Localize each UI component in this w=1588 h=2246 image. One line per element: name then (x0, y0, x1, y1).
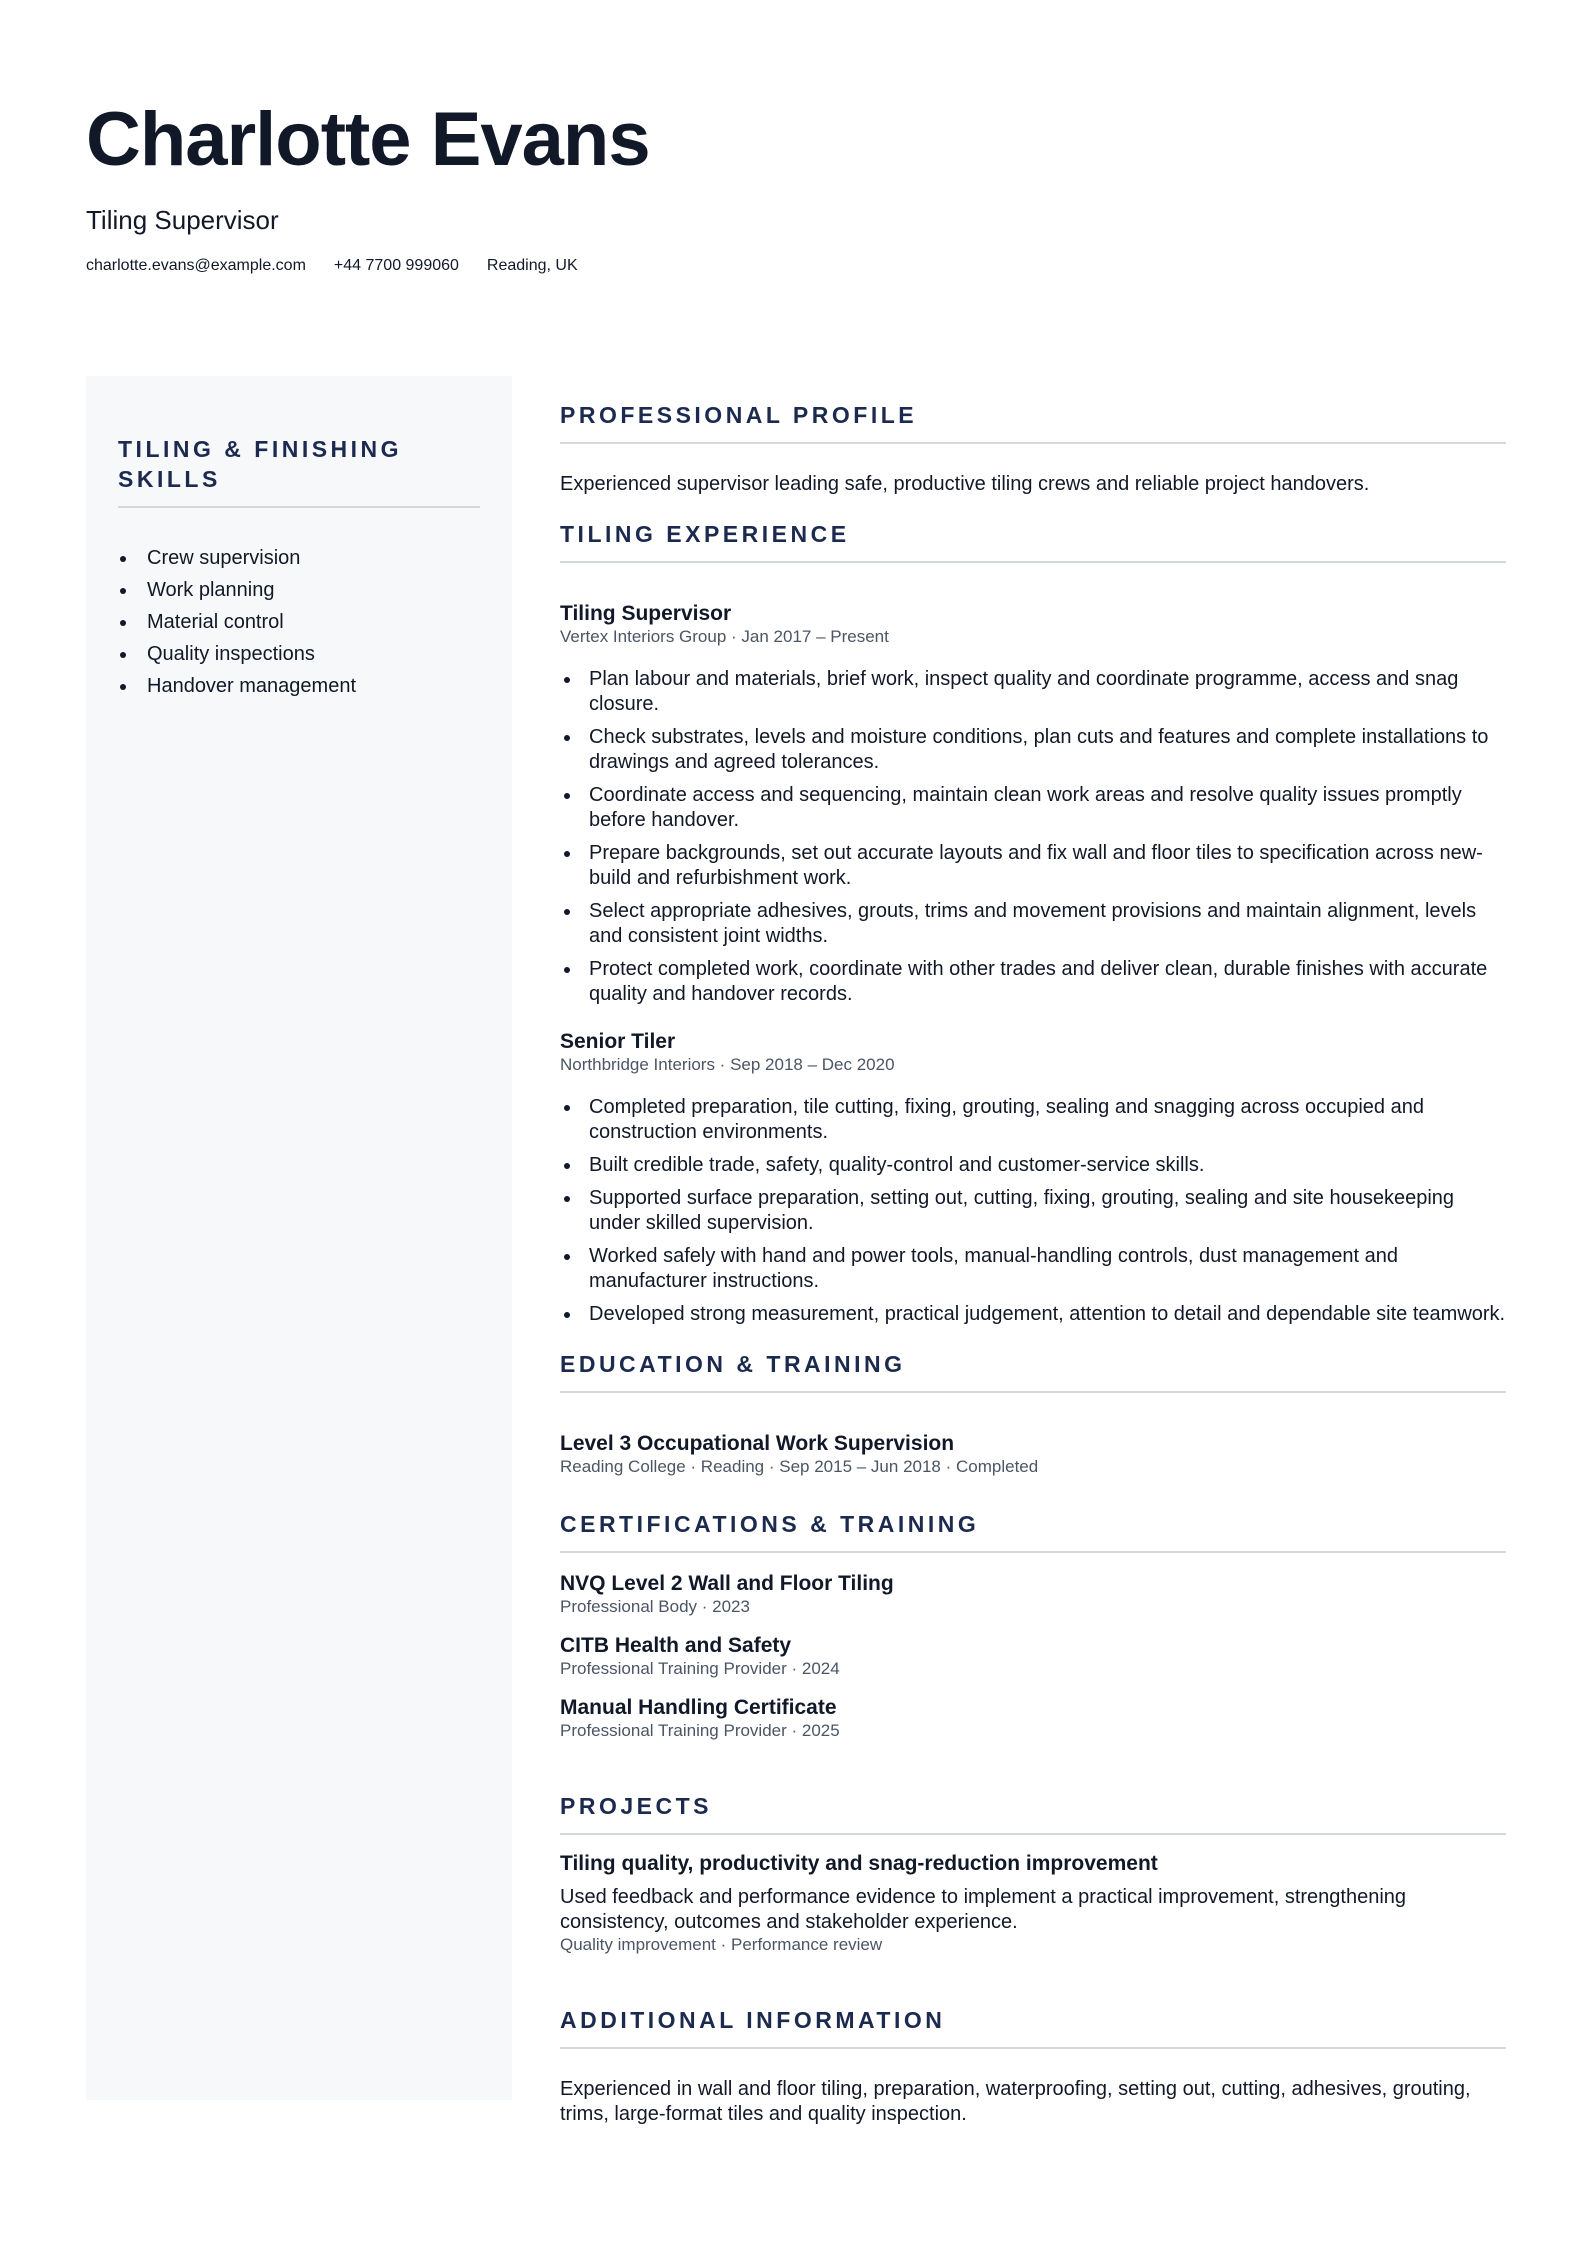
job-meta: Vertex Interiors Group · Jan 2017 – Present (560, 627, 889, 646)
certification-name: NVQ Level 2 Wall and Floor Tiling (560, 1572, 894, 1595)
certification-name: Manual Handling Certificate (560, 1696, 837, 1719)
contact-email: charlotte.evans@example.com (86, 257, 306, 274)
profile-section-title: PROFESSIONAL PROFILE (560, 402, 918, 428)
project-entry (560, 1851, 1506, 1955)
project-description: Used feedback and performance evidence to implement a practical improvement, strengthening consistency, outcomes and stakeholder experience. (560, 1886, 1407, 1933)
job-bullets (560, 1095, 1506, 1327)
education-name: Level 3 Occupational Work Supervision (560, 1432, 955, 1455)
job-bullets (560, 667, 1506, 1007)
certifications-section (560, 1509, 1506, 1741)
education-section (560, 1349, 1506, 1477)
section-divider (560, 442, 1506, 444)
education-entry (560, 1431, 1506, 1477)
job-bullet: Completed preparation, tile cutting, fixing, grouting, sealing and snagging across occupied and construction environments. (560, 1095, 1506, 1145)
job-bullet: Plan labour and materials, brief work, inspect quality and coordinate programme, access and snag closure. (560, 667, 1506, 717)
certification-entry (560, 1571, 1506, 1617)
certification-entry (560, 1695, 1506, 1741)
profile-section (560, 400, 1506, 497)
job-bullet: Developed strong measurement, practical judgement, attention to detail and dependable site teamwork. (560, 1302, 1506, 1327)
projects-section (560, 1791, 1506, 1955)
skills-list (118, 542, 480, 702)
job-title: Tiling Supervisor (560, 602, 732, 625)
candidate-name: Charlotte Evans (86, 97, 650, 182)
additional-text: Experienced in wall and floor tiling, preparation, waterproofing, setting out, cutting, adhesives, grouting, trims, large-format tiles and quality inspection. (560, 2078, 1471, 2125)
certifications-section-title: CERTIFICATIONS & TRAINING (560, 1511, 980, 1537)
main-column (560, 400, 1506, 2127)
candidate-headline: Tiling Supervisor (86, 205, 279, 235)
contact-row (86, 256, 1506, 276)
education-meta: Reading College · Reading · Sep 2015 – Jun 2018 · Completed (560, 1457, 1039, 1476)
section-divider (560, 1391, 1506, 1393)
job-bullet: Check substrates, levels and moisture conditions, plan cuts and features and complete installations to drawings and agreed tolerances. (560, 725, 1506, 775)
project-tags: Quality improvement · Performance review (560, 1935, 883, 1954)
skill-item: Handover management (118, 670, 480, 702)
job-bullet: Select appropriate adhesives, grouts, trims and movement provisions and maintain alignment, levels and consistent joint widths. (560, 899, 1506, 949)
skill-item: Material control (118, 606, 480, 638)
certification-meta: Professional Body · 2023 (560, 1597, 750, 1616)
section-divider (560, 2047, 1506, 2049)
certification-meta: Professional Training Provider · 2025 (560, 1721, 840, 1740)
experience-section-title: TILING EXPERIENCE (560, 521, 850, 547)
job-bullet: Supported surface preparation, setting out, cutting, fixing, grouting, sealing and site housekeeping under skilled supervision. (560, 1186, 1506, 1236)
skill-item: Crew supervision (118, 542, 480, 574)
job-bullet: Coordinate access and sequencing, maintain clean work areas and resolve quality issues promptly before handover. (560, 783, 1506, 833)
additional-section-title: ADDITIONAL INFORMATION (560, 2007, 946, 2033)
skills-section-title: TILING & FINISHING SKILLS (118, 436, 403, 492)
certification-entry (560, 1633, 1506, 1679)
certification-name: CITB Health and Safety (560, 1634, 792, 1657)
certification-meta: Professional Training Provider · 2024 (560, 1659, 840, 1678)
contact-phone: +44 7700 999060 (333, 257, 459, 274)
section-divider (560, 1551, 1506, 1553)
skills-sidebar (86, 376, 512, 2100)
resume-header (86, 96, 1506, 276)
job-bullet: Built credible trade, safety, quality-control and customer-service skills. (560, 1153, 1506, 1178)
projects-section-title: PROJECTS (560, 1793, 712, 1819)
job-meta: Northbridge Interiors · Sep 2018 – Dec 2020 (560, 1055, 895, 1074)
job-entry (560, 1029, 1506, 1327)
experience-section (560, 519, 1506, 1327)
education-section-title: EDUCATION & TRAINING (560, 1351, 906, 1377)
job-entry (560, 601, 1506, 1007)
job-bullet: Protect completed work, coordinate with other trades and deliver clean, durable finishes with accurate quality and handover records. (560, 957, 1506, 1007)
contact-location: Reading, UK (486, 257, 578, 274)
skill-item: Work planning (118, 574, 480, 606)
job-bullet: Worked safely with hand and power tools, manual-handling controls, dust management and manufacturer instructions. (560, 1244, 1506, 1294)
additional-section (560, 2005, 1506, 2127)
project-name: Tiling quality, productivity and snag-reduction improvement (560, 1852, 1158, 1875)
skill-item: Quality inspections (118, 638, 480, 670)
job-bullet: Prepare backgrounds, set out accurate layouts and fix wall and floor tiles to specification across new-build and refurbishment work. (560, 841, 1506, 891)
profile-summary: Experienced supervisor leading safe, productive tiling crews and reliable project handovers. (560, 473, 1370, 495)
section-divider (118, 506, 480, 508)
job-title: Senior Tiler (560, 1030, 676, 1053)
section-divider (560, 1833, 1506, 1835)
section-divider (560, 561, 1506, 563)
